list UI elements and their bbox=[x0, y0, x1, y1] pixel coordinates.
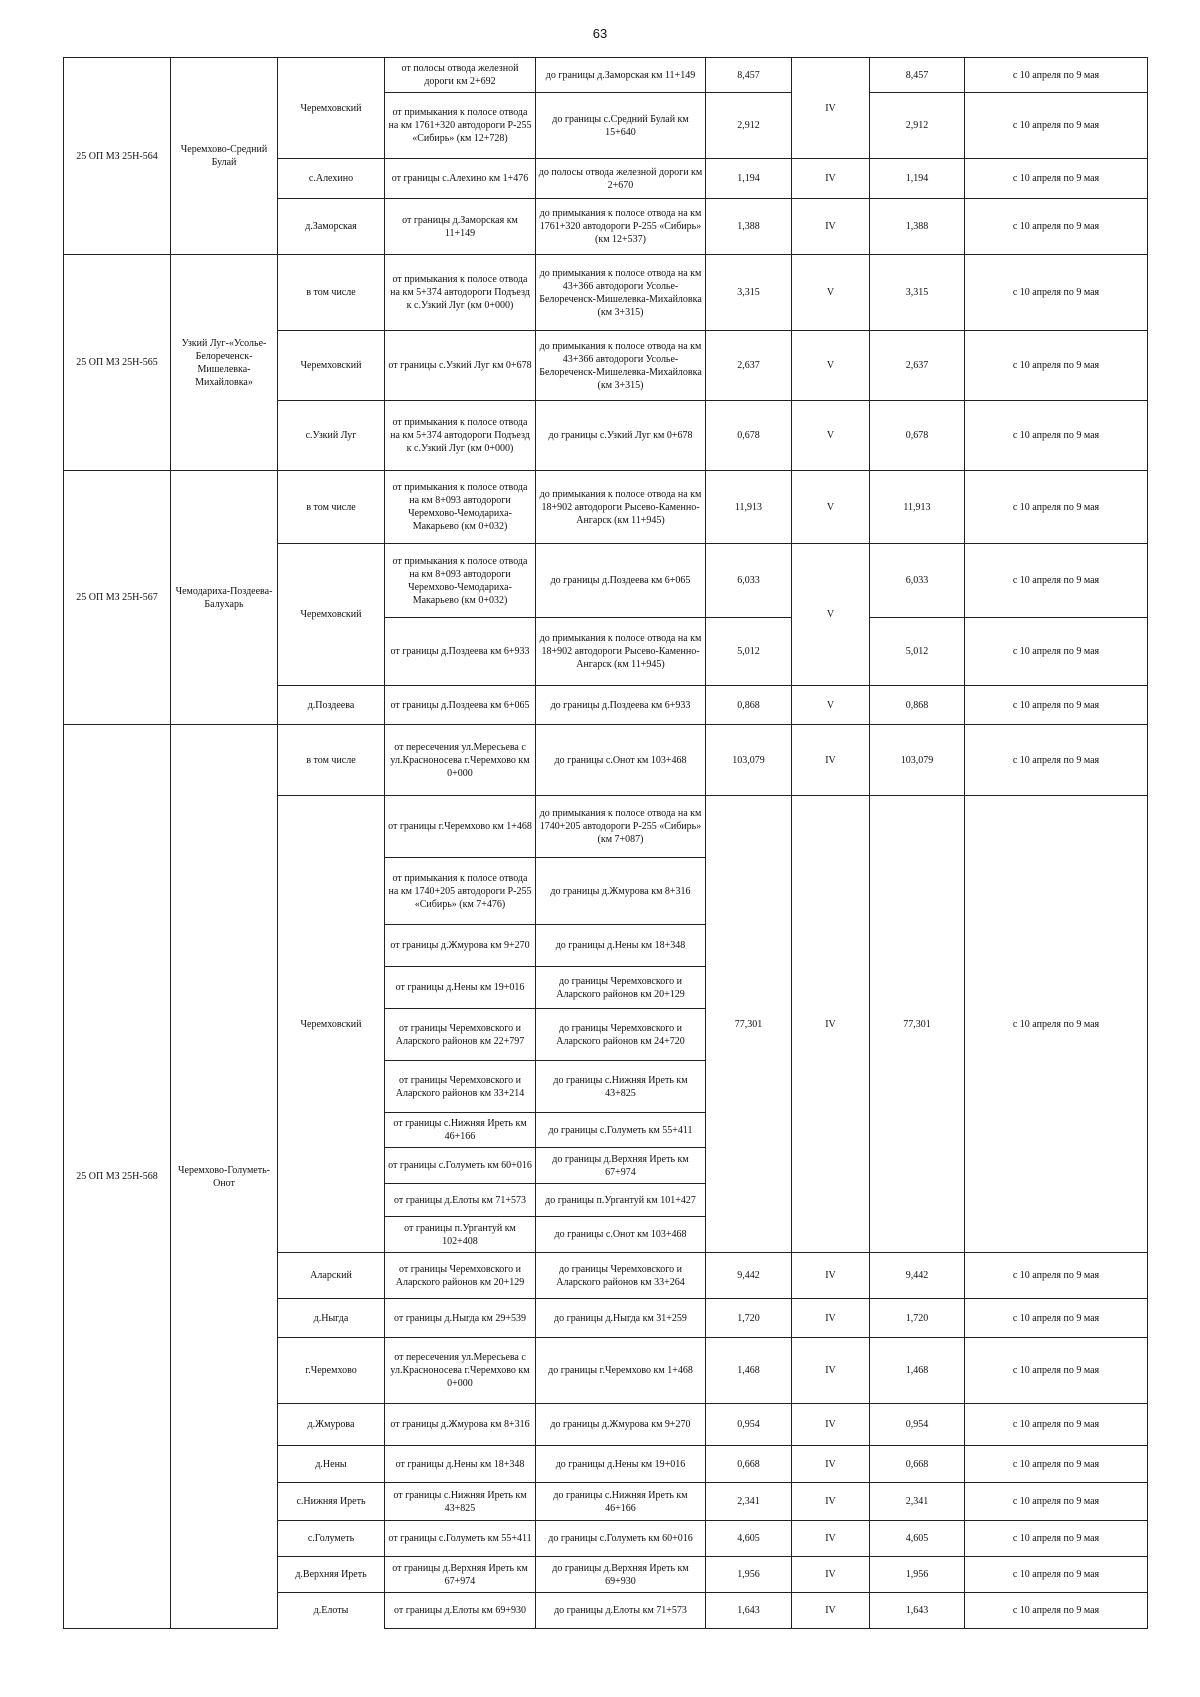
length-cell: 1,720 bbox=[706, 1299, 792, 1338]
to-cell: до границы с.Узкий Луг км 0+678 bbox=[536, 401, 706, 471]
length-cell: 2,912 bbox=[706, 93, 792, 159]
period-cell: с 10 апреля по 9 мая bbox=[965, 1338, 1148, 1404]
table-row bbox=[64, 255, 1148, 331]
length-cell: 5,012 bbox=[706, 618, 792, 686]
category-cell: IV bbox=[792, 1593, 870, 1629]
to-cell: до примыкания к полосе отвода на км 1761+320 автодороги Р-255 «Сибирь» (км 12+537) bbox=[536, 199, 706, 255]
to-cell: до границы с.Средний Булай км 15+640 bbox=[536, 93, 706, 159]
category-cell: V bbox=[792, 686, 870, 725]
table-row bbox=[64, 725, 1148, 796]
from-cell: от границы д.Заморская км 11+149 bbox=[385, 199, 536, 255]
to-cell: до границы д.Поздеева км 6+065 bbox=[536, 544, 706, 618]
category-cell: IV bbox=[792, 1299, 870, 1338]
length-cell: 0,868 bbox=[706, 686, 792, 725]
restriction-length-cell: 0,954 bbox=[870, 1404, 965, 1446]
length-cell: 1,956 bbox=[706, 1557, 792, 1593]
to-cell: до границы Черемховского и Аларского районов км 20+129 bbox=[536, 967, 706, 1009]
from-cell: от примыкания к полосе отвода на км 1761+320 автодороги Р-255 «Сибирь» (км 12+728) bbox=[385, 93, 536, 159]
district-cell: д.Верхняя Иреть bbox=[278, 1557, 385, 1593]
road-code: 25 ОП МЗ 25Н-567 bbox=[64, 471, 171, 725]
to-cell: до границы д.Жмурова км 8+316 bbox=[536, 858, 706, 925]
to-cell: до границы д.Нены км 18+348 bbox=[536, 925, 706, 967]
district-cell: д.Заморская bbox=[278, 199, 385, 255]
to-cell: до границы д.Заморская км 11+149 bbox=[536, 58, 706, 93]
district-cell: д.Жмурова bbox=[278, 1404, 385, 1446]
period-cell: с 10 апреля по 9 мая bbox=[965, 618, 1148, 686]
page-number: 63 bbox=[592, 26, 608, 41]
district-cell: с.Узкий Луг bbox=[278, 401, 385, 471]
restriction-length-cell: 0,868 bbox=[870, 686, 965, 725]
from-cell: от границы Черемховского и Аларского районов км 22+797 bbox=[385, 1009, 536, 1061]
from-cell: от примыкания к полосе отвода на км 1740+205 автодороги Р-255 «Сибирь» (км 7+476) bbox=[385, 858, 536, 925]
restriction-length-cell: 77,301 bbox=[870, 796, 965, 1253]
from-cell: от границы с.Голуметь км 60+016 bbox=[385, 1148, 536, 1184]
district-cell: с.Нижняя Иреть bbox=[278, 1483, 385, 1521]
to-cell: до границы с.Голуметь км 60+016 bbox=[536, 1521, 706, 1557]
period-cell: с 10 апреля по 9 мая bbox=[965, 1299, 1148, 1338]
to-cell: до примыкания к полосе отвода на км 18+902 автодороги Рысево-Каменно-Ангарск (км 11+945) bbox=[536, 471, 706, 544]
road-code: 25 ОП МЗ 25Н-568 bbox=[64, 725, 171, 1629]
length-cell: 6,033 bbox=[706, 544, 792, 618]
district-cell: г.Черемхово bbox=[278, 1338, 385, 1404]
district-cell: д.Поздеева bbox=[278, 686, 385, 725]
category-cell: IV bbox=[792, 199, 870, 255]
road-name: Чемодариха-Поздеева-Балухарь bbox=[171, 471, 278, 725]
to-cell: до примыкания к полосе отвода на км 1740+205 автодороги Р-255 «Сибирь» (км 7+087) bbox=[536, 796, 706, 858]
restriction-length-cell: 1,388 bbox=[870, 199, 965, 255]
from-cell: от пересечения ул.Мересьева с ул.Красноносева г.Черемхово км 0+000 bbox=[385, 725, 536, 796]
district-cell: в том числе bbox=[278, 471, 385, 544]
length-cell: 0,678 bbox=[706, 401, 792, 471]
to-cell: до примыкания к полосе отвода на км 18+902 автодороги Рысево-Каменно-Ангарск (км 11+945) bbox=[536, 618, 706, 686]
restriction-length-cell: 8,457 bbox=[870, 58, 965, 93]
from-cell: от границы Черемховского и Аларского районов км 33+214 bbox=[385, 1061, 536, 1113]
to-cell: до границы д.Поздеева км 6+933 bbox=[536, 686, 706, 725]
period-cell: с 10 апреля по 9 мая bbox=[965, 331, 1148, 401]
restriction-length-cell: 1,956 bbox=[870, 1557, 965, 1593]
category-cell: IV bbox=[792, 1557, 870, 1593]
from-cell: от границы с.Нижняя Иреть км 43+825 bbox=[385, 1483, 536, 1521]
restriction-length-cell: 1,643 bbox=[870, 1593, 965, 1629]
category-cell: V bbox=[792, 471, 870, 544]
to-cell: до примыкания к полосе отвода на км 43+366 автодороги Усолье-Белореченск-Мишелевка-Михайловка (км 3+315) bbox=[536, 331, 706, 401]
period-cell: с 10 апреля по 9 мая bbox=[965, 93, 1148, 159]
to-cell: до границы с.Онот км 103+468 bbox=[536, 725, 706, 796]
district-cell: в том числе bbox=[278, 725, 385, 796]
road-name: Черемхово-Средний Булай bbox=[171, 58, 278, 255]
period-cell: с 10 апреля по 9 мая bbox=[965, 1446, 1148, 1483]
length-cell: 11,913 bbox=[706, 471, 792, 544]
district-cell: Черемховский bbox=[278, 544, 385, 686]
from-cell: от примыкания к полосе отвода на км 8+093 автодороги Черемхово-Чемодариха-Макарьево (км 0+032) bbox=[385, 544, 536, 618]
from-cell: от границы д.Елоты км 69+930 bbox=[385, 1593, 536, 1629]
to-cell: до границы г.Черемхово км 1+468 bbox=[536, 1338, 706, 1404]
period-cell: с 10 апреля по 9 мая bbox=[965, 58, 1148, 93]
from-cell: от границы п.Ургантуй км 102+408 bbox=[385, 1217, 536, 1253]
period-cell: с 10 апреля по 9 мая bbox=[965, 1483, 1148, 1521]
from-cell: от границы с.Алехино км 1+476 bbox=[385, 159, 536, 199]
category-cell: IV bbox=[792, 1338, 870, 1404]
roads-table bbox=[63, 57, 1148, 1629]
period-cell: с 10 апреля по 9 мая bbox=[965, 686, 1148, 725]
from-cell: от границы д.Нены км 19+016 bbox=[385, 967, 536, 1009]
restriction-length-cell: 2,341 bbox=[870, 1483, 965, 1521]
to-cell: до границы с.Онот км 103+468 bbox=[536, 1217, 706, 1253]
to-cell: до границы с.Нижняя Иреть км 46+166 bbox=[536, 1483, 706, 1521]
category-cell: IV bbox=[792, 1404, 870, 1446]
table-row bbox=[64, 471, 1148, 544]
district-cell: Черемховский bbox=[278, 331, 385, 401]
from-cell: от границы д.Нены км 18+348 bbox=[385, 1446, 536, 1483]
to-cell: до границы Черемховского и Аларского районов км 24+720 bbox=[536, 1009, 706, 1061]
from-cell: от границы д.Жмурова км 8+316 bbox=[385, 1404, 536, 1446]
restriction-length-cell: 0,678 bbox=[870, 401, 965, 471]
from-cell: от примыкания к полосе отвода на км 5+374 автодороги Подъезд к с.Узкий Луг (км 0+000) bbox=[385, 401, 536, 471]
to-cell: до полосы отвода железной дороги км 2+670 bbox=[536, 159, 706, 199]
length-cell: 103,079 bbox=[706, 725, 792, 796]
restriction-length-cell: 2,912 bbox=[870, 93, 965, 159]
restriction-length-cell: 6,033 bbox=[870, 544, 965, 618]
to-cell: до примыкания к полосе отвода на км 43+366 автодороги Усолье-Белореченск-Мишелевка-Михайловка (км 3+315) bbox=[536, 255, 706, 331]
from-cell: от границы с.Узкий Луг км 0+678 bbox=[385, 331, 536, 401]
road-code: 25 ОП МЗ 25Н-565 bbox=[64, 255, 171, 471]
road-name: Черемхово-Голуметь-Онот bbox=[171, 725, 278, 1629]
restriction-length-cell: 1,468 bbox=[870, 1338, 965, 1404]
district-cell: с.Голуметь bbox=[278, 1521, 385, 1557]
district-cell: Черемховский bbox=[278, 58, 385, 159]
from-cell: от границы д.Поздеева км 6+933 bbox=[385, 618, 536, 686]
period-cell: с 10 апреля по 9 мая bbox=[965, 544, 1148, 618]
category-cell: IV bbox=[792, 1446, 870, 1483]
to-cell: до границы д.Верхняя Иреть км 69+930 bbox=[536, 1557, 706, 1593]
period-cell: с 10 апреля по 9 мая bbox=[965, 1593, 1148, 1629]
category-cell: IV bbox=[792, 159, 870, 199]
from-cell: от границы с.Голуметь км 55+411 bbox=[385, 1521, 536, 1557]
from-cell: от границы д.Верхняя Иреть км 67+974 bbox=[385, 1557, 536, 1593]
length-cell: 77,301 bbox=[706, 796, 792, 1253]
restriction-length-cell: 1,194 bbox=[870, 159, 965, 199]
to-cell: до границы д.Ныгда км 31+259 bbox=[536, 1299, 706, 1338]
length-cell: 3,315 bbox=[706, 255, 792, 331]
length-cell: 1,388 bbox=[706, 199, 792, 255]
district-cell: с.Алехино bbox=[278, 159, 385, 199]
restriction-length-cell: 0,668 bbox=[870, 1446, 965, 1483]
length-cell: 1,643 bbox=[706, 1593, 792, 1629]
period-cell: с 10 апреля по 9 мая bbox=[965, 1557, 1148, 1593]
to-cell: до границы с.Нижняя Иреть км 43+825 bbox=[536, 1061, 706, 1113]
period-cell: с 10 апреля по 9 мая bbox=[965, 796, 1148, 1253]
from-cell: от границы д.Жмурова км 9+270 bbox=[385, 925, 536, 967]
period-cell: с 10 апреля по 9 мая bbox=[965, 1253, 1148, 1299]
district-cell: в том числе bbox=[278, 255, 385, 331]
restriction-length-cell: 4,605 bbox=[870, 1521, 965, 1557]
length-cell: 1,194 bbox=[706, 159, 792, 199]
to-cell: до границы д.Верхняя Иреть км 67+974 bbox=[536, 1148, 706, 1184]
length-cell: 4,605 bbox=[706, 1521, 792, 1557]
from-cell: от границы с.Нижняя Иреть км 46+166 bbox=[385, 1113, 536, 1148]
from-cell: от примыкания к полосе отвода на км 5+374 автодороги Подъезд к с.Узкий Луг (км 0+000) bbox=[385, 255, 536, 331]
period-cell: с 10 апреля по 9 мая bbox=[965, 401, 1148, 471]
from-cell: от полосы отвода железной дороги км 2+692 bbox=[385, 58, 536, 93]
restriction-length-cell: 3,315 bbox=[870, 255, 965, 331]
category-cell: IV bbox=[792, 58, 870, 159]
from-cell: от границы д.Елоты км 71+573 bbox=[385, 1184, 536, 1217]
from-cell: от границы д.Поздеева км 6+065 bbox=[385, 686, 536, 725]
category-cell: V bbox=[792, 544, 870, 686]
from-cell: от границы д.Ныгда км 29+539 bbox=[385, 1299, 536, 1338]
from-cell: от границы г.Черемхово км 1+468 bbox=[385, 796, 536, 858]
length-cell: 0,668 bbox=[706, 1446, 792, 1483]
category-cell: IV bbox=[792, 796, 870, 1253]
district-cell: д.Нены bbox=[278, 1446, 385, 1483]
from-cell: от границы Черемховского и Аларского районов км 20+129 bbox=[385, 1253, 536, 1299]
to-cell: до границы Черемховского и Аларского районов км 33+264 bbox=[536, 1253, 706, 1299]
district-cell: д.Елоты bbox=[278, 1593, 385, 1629]
road-name: Узкий Луг-«Усолье-Белореченск-Мишелевка-Михайловка» bbox=[171, 255, 278, 471]
to-cell: до границы с.Голуметь км 55+411 bbox=[536, 1113, 706, 1148]
restriction-length-cell: 2,637 bbox=[870, 331, 965, 401]
to-cell: до границы д.Жмурова км 9+270 bbox=[536, 1404, 706, 1446]
restriction-length-cell: 1,720 bbox=[870, 1299, 965, 1338]
period-cell: с 10 апреля по 9 мая bbox=[965, 725, 1148, 796]
to-cell: до границы д.Нены км 19+016 bbox=[536, 1446, 706, 1483]
to-cell: до границы п.Ургантуй км 101+427 bbox=[536, 1184, 706, 1217]
restriction-length-cell: 9,442 bbox=[870, 1253, 965, 1299]
category-cell: IV bbox=[792, 1483, 870, 1521]
length-cell: 8,457 bbox=[706, 58, 792, 93]
road-code: 25 ОП МЗ 25Н-564 bbox=[64, 58, 171, 255]
period-cell: с 10 апреля по 9 мая bbox=[965, 199, 1148, 255]
period-cell: с 10 апреля по 9 мая bbox=[965, 471, 1148, 544]
district-cell: Черемховский bbox=[278, 796, 385, 1253]
category-cell: IV bbox=[792, 725, 870, 796]
category-cell: V bbox=[792, 255, 870, 331]
district-cell: Аларский bbox=[278, 1253, 385, 1299]
category-cell: IV bbox=[792, 1253, 870, 1299]
from-cell: от пересечения ул.Мересьева с ул.Красноносева г.Черемхово км 0+000 bbox=[385, 1338, 536, 1404]
length-cell: 0,954 bbox=[706, 1404, 792, 1446]
district-cell: д.Ныгда bbox=[278, 1299, 385, 1338]
restriction-length-cell: 5,012 bbox=[870, 618, 965, 686]
period-cell: с 10 апреля по 9 мая bbox=[965, 1404, 1148, 1446]
period-cell: с 10 апреля по 9 мая bbox=[965, 159, 1148, 199]
category-cell: V bbox=[792, 331, 870, 401]
category-cell: V bbox=[792, 401, 870, 471]
category-cell: IV bbox=[792, 1521, 870, 1557]
table-row bbox=[64, 58, 1148, 93]
length-cell: 2,341 bbox=[706, 1483, 792, 1521]
to-cell: до границы д.Елоты км 71+573 bbox=[536, 1593, 706, 1629]
period-cell: с 10 апреля по 9 мая bbox=[965, 255, 1148, 331]
length-cell: 9,442 bbox=[706, 1253, 792, 1299]
restriction-length-cell: 103,079 bbox=[870, 725, 965, 796]
period-cell: с 10 апреля по 9 мая bbox=[965, 1521, 1148, 1557]
length-cell: 2,637 bbox=[706, 331, 792, 401]
restriction-length-cell: 11,913 bbox=[870, 471, 965, 544]
length-cell: 1,468 bbox=[706, 1338, 792, 1404]
from-cell: от примыкания к полосе отвода на км 8+093 автодороги Черемхово-Чемодариха-Макарьево (км 0+032) bbox=[385, 471, 536, 544]
